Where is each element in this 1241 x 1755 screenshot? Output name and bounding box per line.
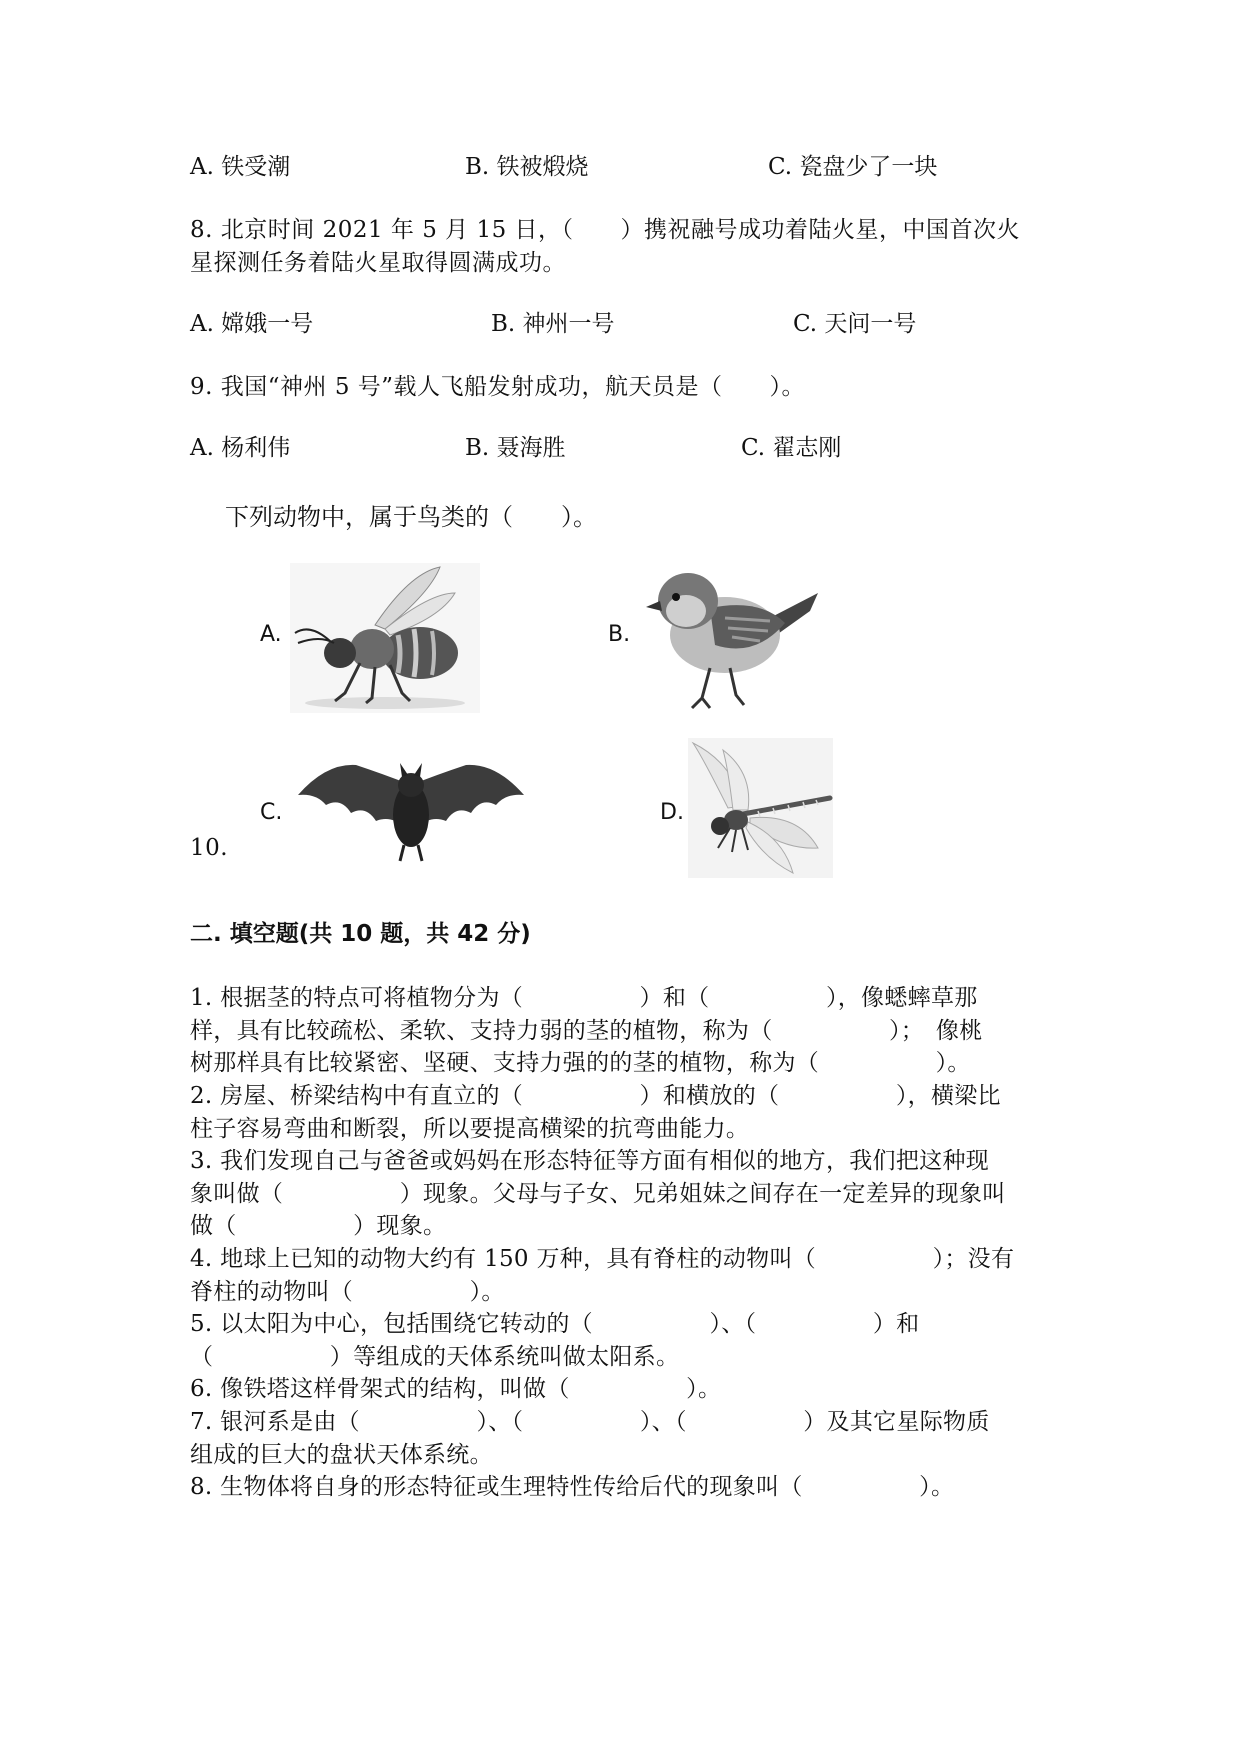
q8-question-line1: 8. 北京时间 2021 年 5 月 15 日，（ ）携祝融号成功着陆火星，中国首次火 [190,217,1021,243]
fill-q7-line2: 组成的巨大的盘状天体系统。 [190,1441,493,1468]
fill-q8-line1: 8. 生物体将自身的形态特征或生理特性传给后代的现象叫（ ）。 [190,1474,955,1500]
fill-q3-line3: 做（ ）现象。 [190,1213,447,1239]
q7-option-c: C. 瓷盘少了一块 [768,154,938,180]
q9-option-b: B. 聂海胜 [465,435,566,461]
fill-q1-line1: 1. 根据茎的特点可将植物分为（ ）和（ ），像蟋蟀草那 [190,985,978,1011]
q10-number: 10. [190,835,229,861]
bee-image [290,563,480,713]
q8-question-line2: 星探测任务着陆火星取得圆满成功。 [190,250,566,276]
q10-label-c: C. [260,800,283,825]
fill-question-7 [190,1406,1050,1471]
fill-q4-line1: 4. 地球上已知的动物大约有 150 万种，具有脊柱的动物叫（ ）；没有 [190,1246,1015,1272]
fill-q7-line1: 7. 银河系是由（ ）、（ ）、（ ）及其它星际物质 [190,1409,990,1435]
fill-q2-line2: 柱子容易弯曲和断裂，所以要提高横梁的抗弯曲能力。 [190,1115,750,1142]
q8-option-a: A. 嫦娥一号 [190,311,314,337]
q9-option-c: C. 翟志刚 [741,435,842,461]
q9-question: 9. 我国“神州 5 号”载人飞船发射成功，航天员是（ ）。 [190,374,806,400]
fill-q4-line2: 脊柱的动物叫（ ）。 [190,1278,505,1305]
q10-label-a: A. [260,622,282,647]
fill-q2-line1: 2. 房屋、桥梁结构中有直立的（ ）和横放的（ ），横梁比 [190,1083,1001,1109]
fill-q1-line2: 样，具有比较疏松、柔软、支持力弱的茎的植物，称为（ ）； 像桃 [190,1017,983,1044]
fill-q3-line1: 3. 我们发现自己与爸爸或妈妈在形态特征等方面有相似的地方，我们把这种现 [190,1148,990,1174]
dragonfly-image [688,738,833,878]
q8-option-b: B. 神州一号 [491,311,615,337]
q10-question: 下列动物中，属于鸟类的（ ）。 [225,503,597,531]
fill-q3-line2: 象叫做（ ）现象。父母与子女、兄弟姐妹之间存在一定差异的现象叫 [190,1180,1006,1207]
bat-image [296,755,526,865]
fill-question-6 [190,1373,1050,1406]
fill-question-1 [190,982,1050,1080]
fill-question-4 [190,1243,1050,1308]
fill-question-2 [190,1080,1050,1145]
q9-option-a: A. 杨利伟 [190,435,291,461]
q7-option-b: B. 铁被煅烧 [465,154,589,180]
fill-q6-line1: 6. 像铁塔这样骨架式的结构，叫做（ ）。 [190,1376,722,1402]
fill-q5-line1: 5. 以太阳为中心，包括围绕它转动的（ ）、（ ）和 [190,1311,920,1337]
q10-label-d: D. [660,800,684,825]
q7-option-a: A. 铁受潮 [190,154,291,180]
section-2-title: 二. 填空题(共 10 题，共 42 分) [190,921,531,947]
fill-question-5 [190,1308,1050,1373]
fill-q5-line2: （ ）等组成的天体系统叫做太阳系。 [190,1343,680,1370]
q8-option-c: C. 天问一号 [793,311,917,337]
q10-label-b: B. [608,622,631,647]
fill-question-8 [190,1471,1050,1504]
sparrow-image [640,563,820,713]
fill-question-3 [190,1145,1050,1243]
fill-q1-line3: 树那样具有比较紧密、坚硬、支持力强的的茎的植物，称为（ ）。 [190,1050,971,1076]
